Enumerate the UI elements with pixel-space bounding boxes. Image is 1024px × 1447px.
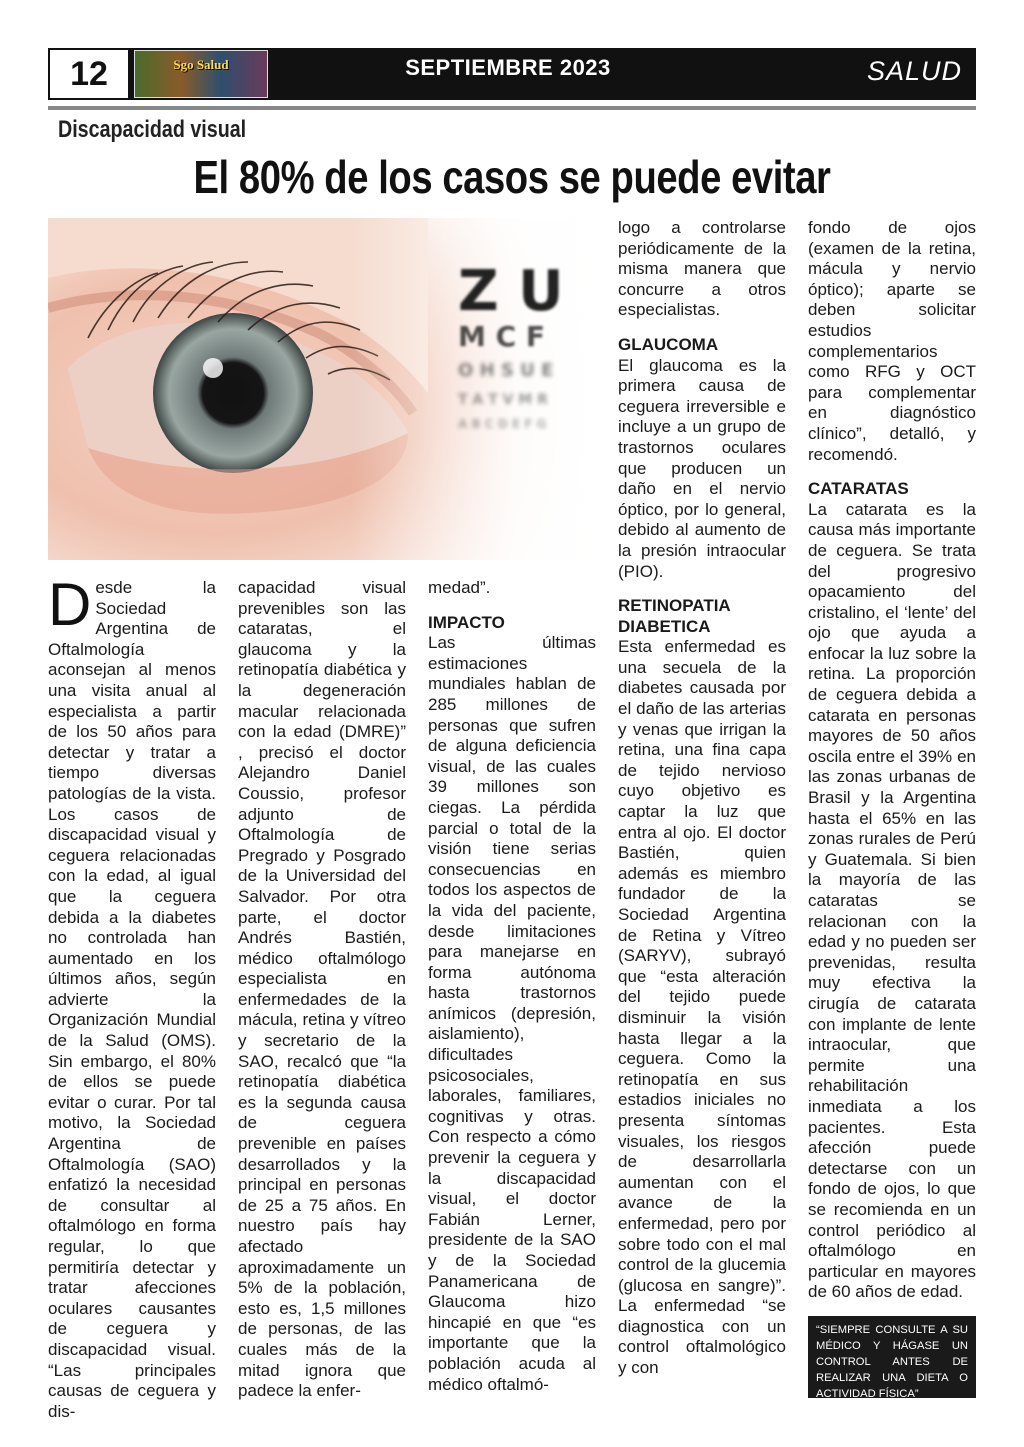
column-4-intro: logo a controlarse periódicamente de la misma manera que concurre a otros especialistas. xyxy=(618,218,786,320)
article-headline: El 80% de los casos se puede evitar xyxy=(193,151,831,203)
column-5 xyxy=(808,218,976,1303)
column-1-text: esde la Sociedad Argentina de Oftalmología aconsejan al menos una visita anual al especialista a partir de los 50 años para detectar y tratar a tiempo diversas patologías de la vista. Los casos de discapacidad visual y ceguera relacionadas con la edad, al igual que la ceguera debida a la diabetes no controlada han aumentado en los últimos años, según advierte la Organización Mundial de la Salud (OMS). Sin embargo, el 80% de ellos se puede evitar o curar. Por tal motivo, la Sociedad Argentina de Oftalmología (SAO) enfatizó la necesidad de consultar al oftalmólogo en forma regular, lo que permitiría detectar y tratar afecciones oculares causantes de ceguera y discapacidad visual. “Las principales causas de ceguera y dis- xyxy=(48,578,216,1421)
glaucoma-subheading: GLAUCOMA xyxy=(618,334,719,354)
page-number: 12 xyxy=(48,48,130,100)
column-2 xyxy=(238,578,406,1402)
impacto-text: Las últimas estimaciones mundiales hablan de 285 millones de personas que sufren de alguna deficiencia visual, de las cuales 39 millones son ciegas. La pérdida parcial o total de la visión tiene serias consecuencias en todos los aspectos de la vida del paciente, desde limitaciones para manejarse en forma autónoma hasta trastornos anímicos (depresión, aislamiento), dificultades psicosociales, laborales, familiares, cognitivas y otras. Con respecto a cómo prevenir la ceguera y la discapacidad visual, el doctor Fabián Lerner, presidente de la SAO y de la Sociedad Panamericana de Glaucoma hizo hincapié en que “es importante que la población acuda al médico oftalmó- xyxy=(428,633,596,1394)
drop-cap: D xyxy=(48,571,92,638)
glaucoma-text: El glaucoma es la primera causa de ceguera irreversible e incluye a un grupo de trastornos oculares que producen un daño en el nervio óptico, por lo general, debido al aumento de la presión intraocular (PIO). xyxy=(618,355,786,581)
retinopatia-subheading: RETINOPATIA DIABETICA xyxy=(618,596,731,636)
column-5-intro: fondo de ojos (examen de la retina, mácula y nervio óptico); aparte se deben solicitar estudios complementarios como RFG y OCT para complementar en diagnóstico clínico”, detalló, y recomendó. xyxy=(808,218,976,464)
eye-chart-row-3: O H S U E xyxy=(458,360,554,381)
logo-text: Sgo Salud xyxy=(173,57,229,72)
eye-chart-row-2: M C F xyxy=(458,320,546,353)
eye-chart-row-5: A B C D E F G xyxy=(458,417,547,431)
retinopatia-text: Esta enfermedad es una secuela de la diabetes causada por el daño de las arterias y venas que irrigan la retina, una fina capa de tejido nervioso cuyo objetivo es captar la luz que entra al ojo. El doctor Bastién, quien además es miembro fundador de la Sociedad Argentina de Retina y Vítreo (SARYV), subrayó que “esta alteración del tejido puede disminuir la visión hasta llegar a la ceguera. Como la retinopatía en sus estadios iniciales no presenta síntomas visuales, los riesgos de desarrollarla aumentan con el avance de la enfermedad, pero por sobre todo con el mal control de la glucemia (glucosa en sangre)”. La enfermedad “se diagnostica con un control oftalmológico y con xyxy=(618,637,786,1378)
cataratas-text: La catarata es la causa más importante de ceguera. Se trata del progresivo opacamiento del cristalino, el ‘lente’ del ojo que ayuda a enfocar la luz sobre la retina. La proporción de ceguera debida a catarata en personas mayores de 50 años oscila entre el 39% en las zonas urbanas de Brasil y la Argentina hasta el 65% en las zonas rurales de Perú y Guatemala. Si bien la mayoría de las cataratas se relacionan con la edad y no pueden ser prevenidas, resulta muy efectiva la cirugía de catarata con implante de lente intraocular, que permite una rehabilitación inmediata a los pacientes. Esta afección puede detectarse con un fondo de ojos, lo que se recomienda en un control periódico al oftalmólogo en particular en mayores de 60 años de edad. xyxy=(808,499,976,1302)
header-rule xyxy=(48,106,976,110)
pull-quote-box xyxy=(808,1316,976,1398)
page-header xyxy=(48,48,976,100)
eye-photo xyxy=(48,218,598,560)
sgo-salud-logo xyxy=(134,50,268,98)
column-4 xyxy=(618,218,786,1379)
column-3 xyxy=(428,578,596,1395)
column-2-text: capacidad visual prevenibles son las cataratas, el glaucoma y la retinopatía diabética y la degeneración macular relacionada con la edad (DMRE)” , precisó el doctor Alejandro Daniel Coussio, profesor adjunto de Oftalmología de Pregrado y Posgrado de la Universidad del Salvador. Por otra parte, el doctor Andrés Bastién, médico oftalmólogo especialista en enfermedades de la mácula, retina y vítreo y secretario de la SAO, recalcó que “la retinopatía diabética es la segunda causa de ceguera prevenible en países desarrollados y la principal en personas de 25 a 75 años. En nuestro país hay afectado aproximadamente un 5% de la población, esto es, 1,5 millones de personas, de las cuales más de la mitad ignora que padece la enfer- xyxy=(238,578,406,1401)
article-kicker: Discapacidad visual xyxy=(58,116,247,143)
eye-chart-row-1: Z U xyxy=(458,259,564,324)
column-3-intro: medad”. xyxy=(428,578,491,597)
section-label: SALUD xyxy=(866,56,962,86)
cataratas-subheading: CATARATAS xyxy=(808,479,909,499)
pull-quote-text: “SIEMPRE CONSULTE A SU MÉDICO Y HÁGASE UN CONTROL ANTES DE REALIZAR UNA DIETA O ACTIVIDAD FÍSICA” xyxy=(816,1324,968,1400)
issue-date: SEPTIEMBRE 2023 xyxy=(405,55,611,80)
eye-chart-row-4: T A T V M R xyxy=(458,392,548,408)
impacto-subheading: IMPACTO xyxy=(428,612,505,632)
column-1 xyxy=(48,571,216,1422)
